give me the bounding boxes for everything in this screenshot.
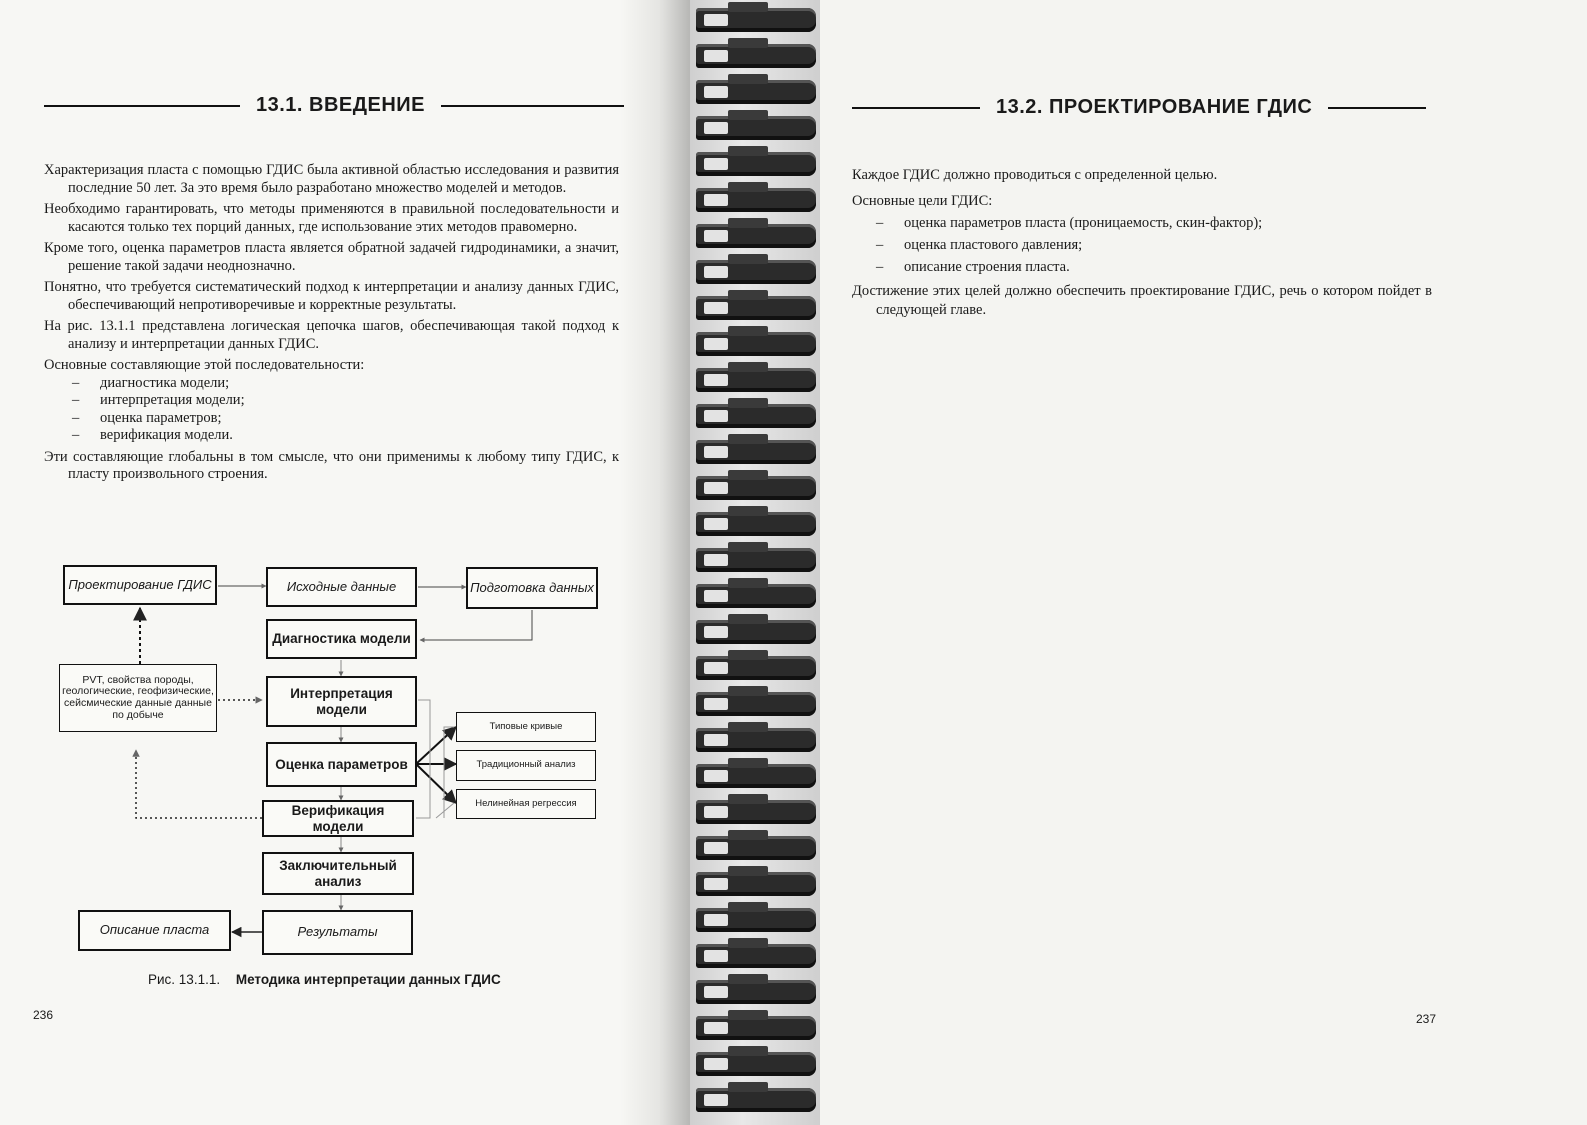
binding-coil (696, 80, 816, 104)
figure-caption (148, 972, 501, 987)
input-data-box: Исходные данные (266, 567, 417, 607)
paragraph: На рис. 13.1.1 представлена логическая цепочка шагов, обеспечивающая такой подход к анализу и интерпретации данных ГДИС. (44, 318, 619, 352)
binding-coil (696, 548, 816, 572)
page-number-right: 237 (1416, 1012, 1437, 1026)
paragraph: Характеризация пласта с помощью ГДИС была активной областью исследования и развития последние 50 лет. За это время было разработано множество моделей и методов. (44, 162, 619, 196)
binding-coil (696, 620, 816, 644)
traditional-analysis-box: Традиционный анализ (456, 750, 596, 781)
binding-coil (696, 296, 816, 320)
page-number-left: 236 (33, 1008, 54, 1022)
binding-coil (696, 872, 816, 896)
goals-list (852, 212, 1432, 278)
binding-coil (696, 8, 816, 32)
paragraph: Достижение этих целей должно обеспечить проектирование ГДИС, речь о котором пойдет в следующей главе. (852, 283, 1432, 318)
paragraph: Необходимо гарантировать, что методы применяются в правильной последовательности и касаются только тех порций данных, где использование этих методов правомерно. (44, 201, 619, 235)
list-item: – диагностика модели; (72, 375, 619, 393)
binding-coil (696, 584, 816, 608)
gutter-shadow (620, 0, 690, 1125)
list-item: – интерпретация модели; (72, 392, 619, 410)
figure-number: Рис. 13.1.1. (148, 972, 221, 987)
binding-coil (696, 1052, 816, 1076)
list-item: – верификация модели. (72, 427, 619, 445)
binding-coil (696, 368, 816, 392)
interpretation-box: Интерпретация модели (266, 676, 417, 727)
binding-coil (696, 440, 816, 464)
binding-coil (696, 944, 816, 968)
section-title: 13.2. ПРОЕКТИРОВАНИЕ ГДИС (996, 96, 1313, 118)
binding-coil (696, 224, 816, 248)
paragraph: Основные цели ГДИС: (852, 193, 993, 209)
list-item: – описание строения пласта. (876, 256, 1432, 278)
data-prep-box: Подготовка данных (466, 567, 598, 609)
binding-coil (696, 476, 816, 500)
binding-coil (696, 512, 816, 536)
diagnostics-box: Диагностика модели (266, 619, 417, 659)
type-curves-box: Типовые кривые (456, 712, 596, 742)
list-item: – оценка параметров; (72, 410, 619, 428)
header-rule-left (852, 107, 980, 109)
header-rule-right (1328, 107, 1426, 109)
pvt-data-box: PVT, свойства породы, геологические, геофизические, сейсмические данные данные по добыче (59, 664, 217, 732)
figure-title: Методика интерпретации данных ГДИС (235, 972, 501, 987)
list-item: – оценка пластового давления; (876, 234, 1432, 256)
paragraph: Понятно, что требуется систематический подход к интерпретации и анализу данных ГДИС, обеспечивающий непротиворечивые и корректные результаты. (44, 279, 619, 313)
binding-coil (696, 152, 816, 176)
final-analysis-box: Заключительный анализ (262, 852, 414, 895)
right-page (820, 0, 1587, 1125)
list-item: – оценка параметров пласта (проницаемость, скин-фактор); (876, 212, 1432, 234)
design-text (852, 164, 1432, 324)
binding-coil (696, 908, 816, 932)
binding-coil (696, 764, 816, 788)
nonlinear-regression-box: Нелинейная регрессия (456, 789, 596, 819)
reservoir-description-box: Описание пласта (78, 910, 231, 951)
binding-coil (696, 188, 816, 212)
binding-coil (696, 656, 816, 680)
binding-coil (696, 44, 816, 68)
paragraph: Основные составляющие этой последовательности: (44, 357, 365, 373)
binding-coil (696, 980, 816, 1004)
binding-coil (696, 800, 816, 824)
paragraph: Кроме того, оценка параметров пласта является обратной задачей гидродинамики, а значит, решение такой задачи неоднозначно. (44, 240, 619, 274)
paragraph: Эти составляющие глобальны в том смысле, что они применимы к любому типу ГДИС, к пласту произвольного строения. (44, 448, 619, 482)
binding-coil (696, 1088, 816, 1112)
section-title: 13.1. ВВЕДЕНИЕ (256, 94, 426, 116)
binding-coil (696, 116, 816, 140)
binding-coil (696, 1016, 816, 1040)
binding-coil (696, 332, 816, 356)
estimation-box: Оценка параметров (266, 742, 417, 787)
paragraph: Каждое ГДИС должно проводиться с определенной целью. (852, 167, 1218, 183)
design-box: Проектирование ГДИС (63, 565, 217, 605)
binding-coil (696, 692, 816, 716)
verification-box: Верификация модели (262, 800, 414, 837)
binding-coil (696, 404, 816, 428)
results-box: Результаты (262, 910, 413, 955)
binding-coil (696, 260, 816, 284)
binding-coil (696, 728, 816, 752)
section-header-design (852, 96, 1426, 119)
binding-coil (696, 836, 816, 860)
